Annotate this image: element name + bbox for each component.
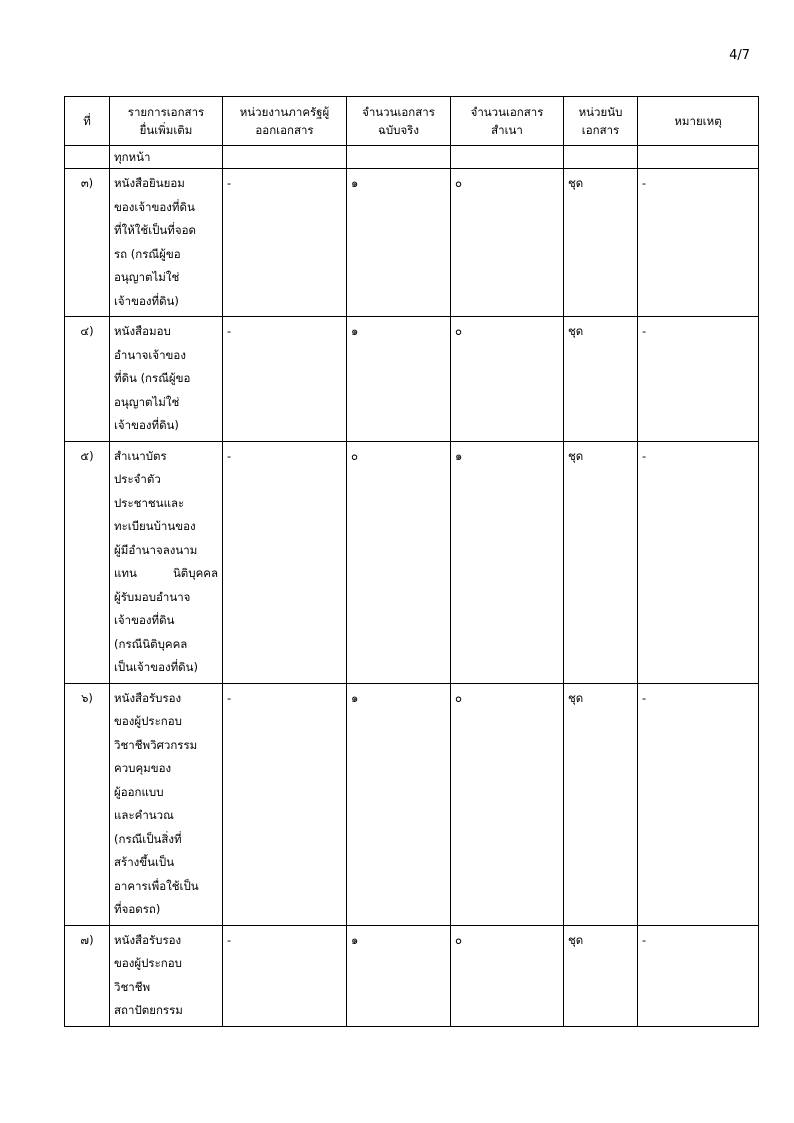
row-original-count: ๐	[347, 441, 451, 683]
row-item: สำเนาบัตร ประจำตัว ประชาชนและ ทะเบียนบ้านของ ผู้มีอำนาจลงนาม แทน นิติบุคคล ผู้รับมอบอำนาจ เจ้าของที่ดิน (กรณีนิติบุคคล เป็นเจ้าของที่ดิน)	[110, 441, 223, 683]
row-item: หนังสือยินยอม ของเจ้าของที่ดิน ที่ให้ใช้เป็นที่จอด รถ (กรณีผู้ขอ อนุญาตไม่ใช่ เจ้าของที่ดิน)	[110, 169, 223, 317]
row-original-count: ๑	[347, 683, 451, 925]
table-row	[65, 441, 759, 683]
header-agency: หน่วยงานภาครัฐผู้ ออกเอกสาร	[223, 97, 347, 146]
row-remark: -	[638, 317, 759, 442]
row-agency: -	[223, 683, 347, 925]
row-copy-count: ๐	[451, 683, 564, 925]
row-agency: -	[223, 925, 347, 1026]
row-original-count: ๑	[347, 317, 451, 442]
header-no: ที่	[65, 97, 110, 146]
row-original-count: ๑	[347, 169, 451, 317]
row-number: ๔)	[65, 317, 110, 442]
row-unit: ชุด	[564, 441, 638, 683]
row-remark: -	[638, 683, 759, 925]
row-item: หนังสือรับรอง ของผู้ประกอบ วิชาชีพ สถาปัตยกรรม	[110, 925, 223, 1026]
required-documents-table	[64, 96, 759, 1027]
row-number: ๓)	[65, 169, 110, 317]
header-original-count: จำนวนเอกสาร ฉบับจริง	[347, 97, 451, 146]
row-unit: ชุด	[564, 925, 638, 1026]
row-number: ๖)	[65, 683, 110, 925]
row-remark: -	[638, 441, 759, 683]
row-item: หนังสือมอบ อำนาจเจ้าของ ที่ดิน (กรณีผู้ขอ อนุญาตไม่ใช่ เจ้าของที่ดิน)	[110, 317, 223, 442]
table-row	[65, 169, 759, 317]
carry-over-item: ทุกหน้า	[110, 146, 223, 169]
row-agency: -	[223, 441, 347, 683]
row-copy-count: ๑	[451, 441, 564, 683]
row-number: ๗)	[65, 925, 110, 1026]
table-header-row	[65, 97, 759, 146]
carry-over-row	[65, 146, 759, 169]
row-unit: ชุด	[564, 683, 638, 925]
row-copy-count: ๐	[451, 317, 564, 442]
header-copy-count: จำนวนเอกสาร สำเนา	[451, 97, 564, 146]
row-unit: ชุด	[564, 169, 638, 317]
row-copy-count: ๐	[451, 169, 564, 317]
row-copy-count: ๐	[451, 925, 564, 1026]
row-number: ๕)	[65, 441, 110, 683]
row-remark: -	[638, 169, 759, 317]
table-row	[65, 317, 759, 442]
table-row	[65, 683, 759, 925]
row-item: หนังสือรับรอง ของผู้ประกอบ วิชาชีพวิศวกรรม ควบคุมของ ผู้ออกแบบ และคำนวณ (กรณีเป็นสิ่งที่ สร้างขึ้นเป็น อาคารเพื่อใช้เป็น ที่จอดรถ)	[110, 683, 223, 925]
table-row	[65, 925, 759, 1026]
row-original-count: ๑	[347, 925, 451, 1026]
row-agency: -	[223, 317, 347, 442]
row-unit: ชุด	[564, 317, 638, 442]
row-remark: -	[638, 925, 759, 1026]
header-remark: หมายเหตุ	[638, 97, 759, 146]
header-item: รายการเอกสาร ยื่นเพิ่มเติม	[110, 97, 223, 146]
row-agency: -	[223, 169, 347, 317]
header-unit: หน่วยนับ เอกสาร	[564, 97, 638, 146]
page-number: 4/7	[729, 48, 750, 63]
